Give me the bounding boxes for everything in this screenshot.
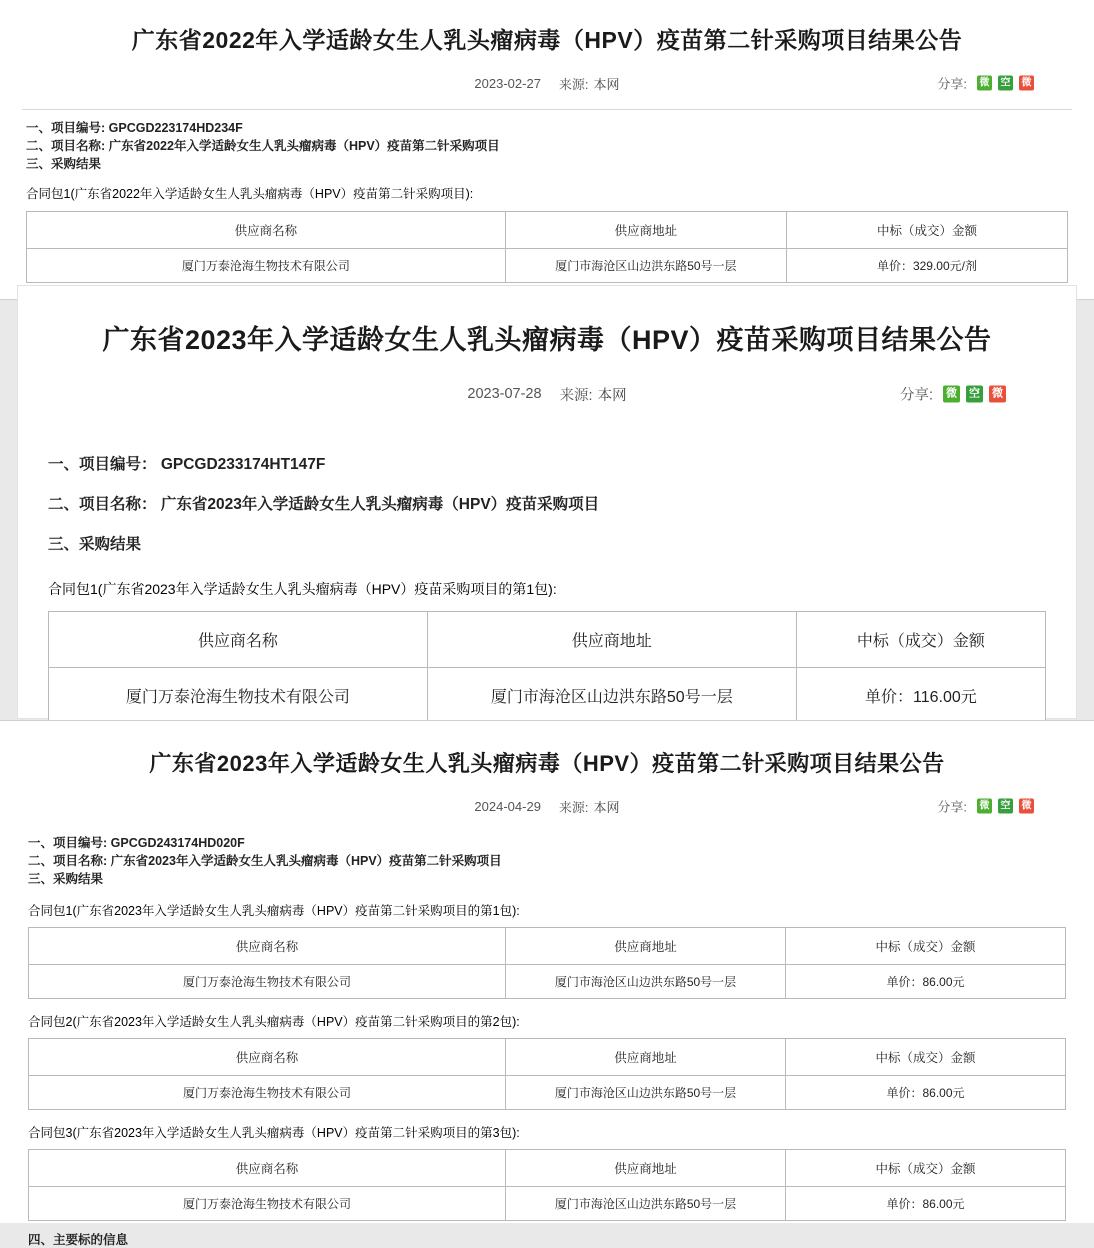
publish-date-1: 2023-02-27 <box>474 75 541 91</box>
col-award-amount: 中标（成交）金额 <box>796 612 1045 668</box>
table-row <box>27 249 1068 283</box>
cell-supplier-name: 厦门万泰沧海生物技术有限公司 <box>29 1187 506 1221</box>
package-label-3-1: 合同包1(广东省2023年入学适龄女生人乳头瘤病毒（HPV）疫苗第二针采购项目的第1包): <box>28 904 520 918</box>
source-value-3: 本网 <box>593 799 620 815</box>
result-table-3-2 <box>28 1038 1066 1110</box>
share-label-2: 分享: <box>899 387 933 404</box>
cell-supplier-name: 厦门万泰沧海生物技术有限公司 <box>49 668 428 724</box>
wechat-share-icon[interactable]: 微 <box>943 386 960 403</box>
project-number-value-2: GPCGD233174HT147F <box>160 456 326 473</box>
qzone-share-icon[interactable]: 空 <box>998 799 1013 814</box>
col-award-amount: 中标（成交）金额 <box>786 212 1067 249</box>
project-number-line-3 <box>28 834 1066 852</box>
col-supplier-name: 供应商名称 <box>27 212 506 249</box>
cell-supplier-address: 厦门市海沧区山边洪东路50号一层 <box>506 1187 786 1221</box>
table-header-row <box>29 1150 1066 1187</box>
result-heading-1: 三、采购结果 <box>26 157 102 171</box>
cell-award-amount: 单价：116.00元 <box>796 668 1045 724</box>
project-number-line-2 <box>48 445 1046 485</box>
announcement-card-2 <box>18 286 1076 718</box>
cell-award-amount: 单价：86.00元 <box>786 1187 1066 1221</box>
table-header-row <box>29 1039 1066 1076</box>
table-row <box>29 965 1066 999</box>
col-supplier-name: 供应商名称 <box>49 612 428 668</box>
weibo-share-icon[interactable]: 微 <box>1019 799 1034 814</box>
meta-row-3 <box>60 796 1034 816</box>
cell-award-amount: 单价：86.00元 <box>786 1076 1066 1110</box>
project-number-label-2: 一、项目编号： <box>48 456 157 473</box>
project-name-label-2: 二、项目名称： <box>48 496 157 513</box>
share-label-1: 分享: <box>937 76 967 92</box>
announcement-body-3 <box>0 816 1094 1248</box>
col-award-amount: 中标（成交）金额 <box>786 1150 1066 1187</box>
col-supplier-name: 供应商名称 <box>29 928 506 965</box>
subject-info-heading-3: 四、主要标的信息 <box>28 1233 129 1247</box>
wechat-share-icon[interactable]: 微 <box>977 799 992 814</box>
result-table-1-1 <box>26 211 1068 283</box>
package-label-3-3: 合同包3(广东省2023年入学适龄女生人乳头瘤病毒（HPV）疫苗第二针采购项目的第3包): <box>28 1126 520 1140</box>
source-value-1: 本网 <box>593 76 620 92</box>
col-award-amount: 中标（成交）金额 <box>786 928 1066 965</box>
qzone-share-icon[interactable]: 空 <box>998 76 1013 91</box>
publish-date-3: 2024-04-29 <box>474 798 541 814</box>
source-value-2: 本网 <box>597 387 627 404</box>
table-row <box>29 1187 1066 1221</box>
wechat-share-icon[interactable]: 微 <box>977 76 992 91</box>
cell-supplier-name: 厦门万泰沧海生物技术有限公司 <box>29 965 506 999</box>
share-group-2 <box>900 384 1006 405</box>
cell-award-amount: 单价：86.00元 <box>786 965 1066 999</box>
project-name-line-2 <box>48 485 1046 525</box>
table-header-row <box>49 612 1046 668</box>
project-name-value-2: 广东省2023年入学适龄女生人乳头瘤病毒（HPV）疫苗采购项目 <box>160 496 600 513</box>
page-title-3: 广东省2023年入学适龄女生人乳头瘤病毒（HPV）疫苗第二针采购项目结果公告 <box>149 751 945 776</box>
project-name-value-1: 广东省2022年入学适龄女生人乳头瘤病毒（HPV）疫苗第二针采购项目 <box>108 139 500 153</box>
qzone-share-icon[interactable]: 空 <box>966 386 983 403</box>
cell-supplier-address: 厦门市海沧区山边洪东路50号一层 <box>506 1076 786 1110</box>
project-name-line-1 <box>26 137 1068 155</box>
result-heading-3: 三、采购结果 <box>28 872 104 886</box>
announcement-card-3 <box>0 720 1094 1247</box>
result-table-3-3 <box>28 1149 1066 1221</box>
result-table-2-1 <box>48 611 1046 724</box>
cell-supplier-name: 厦门万泰沧海生物技术有限公司 <box>27 249 506 283</box>
page-title-2: 广东省2023年入学适龄女生人乳头瘤病毒（HPV）疫苗采购项目结果公告 <box>102 325 992 355</box>
share-label-3: 分享: <box>937 799 967 815</box>
source-label-2: 来源: <box>559 387 593 404</box>
share-group-1 <box>937 74 1034 93</box>
meta-row-1 <box>60 73 1034 93</box>
source-label-1: 来源: <box>558 76 589 92</box>
announcement-card-1 <box>0 0 1094 300</box>
cell-award-amount: 单价：329.00元/剂 <box>786 249 1067 283</box>
col-award-amount: 中标（成交）金额 <box>786 1039 1066 1076</box>
cell-supplier-name: 厦门万泰沧海生物技术有限公司 <box>29 1076 506 1110</box>
package-label-2-1: 合同包1(广东省2023年入学适龄女生人乳头瘤病毒（HPV）疫苗采购项目的第1包): <box>48 581 557 597</box>
announcement-body-2 <box>18 405 1076 724</box>
table-header-row <box>29 928 1066 965</box>
result-heading-2: 三、采购结果 <box>48 536 142 553</box>
share-group-3 <box>937 797 1034 816</box>
project-number-line-1 <box>26 119 1068 137</box>
announcement-body-1 <box>0 110 1094 310</box>
project-number-label-1: 一、项目编号: <box>26 121 106 135</box>
package-label-1-1: 合同包1(广东省2022年入学适龄女生人乳头瘤病毒（HPV）疫苗第二针采购项目): <box>26 187 474 201</box>
weibo-share-icon[interactable]: 微 <box>1019 76 1034 91</box>
project-name-value-3: 广东省2023年入学适龄女生人乳头瘤病毒（HPV）疫苗第二针采购项目 <box>110 854 502 868</box>
col-supplier-address: 供应商地址 <box>427 612 796 668</box>
project-name-line-3 <box>28 852 1066 870</box>
project-name-label-1: 二、项目名称: <box>26 139 106 153</box>
package-label-3-2: 合同包2(广东省2023年入学适龄女生人乳头瘤病毒（HPV）疫苗第二针采购项目的第2包): <box>28 1015 520 1029</box>
col-supplier-name: 供应商名称 <box>29 1150 506 1187</box>
project-number-value-3: GPCGD243174HD020F <box>110 836 245 850</box>
col-supplier-address: 供应商地址 <box>505 212 786 249</box>
table-row <box>49 668 1046 724</box>
cell-supplier-address: 厦门市海沧区山边洪东路50号一层 <box>506 965 786 999</box>
table-row <box>29 1076 1066 1110</box>
col-supplier-name: 供应商名称 <box>29 1039 506 1076</box>
table-header-row <box>27 212 1068 249</box>
project-name-label-3: 二、项目名称: <box>28 854 108 868</box>
publish-date-2: 2023-07-28 <box>467 386 542 402</box>
col-supplier-address: 供应商地址 <box>506 928 786 965</box>
page-title-1: 广东省2022年入学适龄女生人乳头瘤病毒（HPV）疫苗第二针采购项目结果公告 <box>131 27 963 53</box>
source-label-3: 来源: <box>558 799 589 815</box>
project-number-label-3: 一、项目编号: <box>28 836 108 850</box>
col-supplier-address: 供应商地址 <box>506 1039 786 1076</box>
meta-row-2 <box>88 383 1006 405</box>
col-supplier-address: 供应商地址 <box>506 1150 786 1187</box>
result-table-3-1 <box>28 927 1066 999</box>
cell-supplier-address: 厦门市海沧区山边洪东路50号一层 <box>505 249 786 283</box>
weibo-share-icon[interactable]: 微 <box>989 386 1006 403</box>
cell-supplier-address: 厦门市海沧区山边洪东路50号一层 <box>427 668 796 724</box>
project-number-value-1: GPCGD223174HD234F <box>108 121 243 135</box>
